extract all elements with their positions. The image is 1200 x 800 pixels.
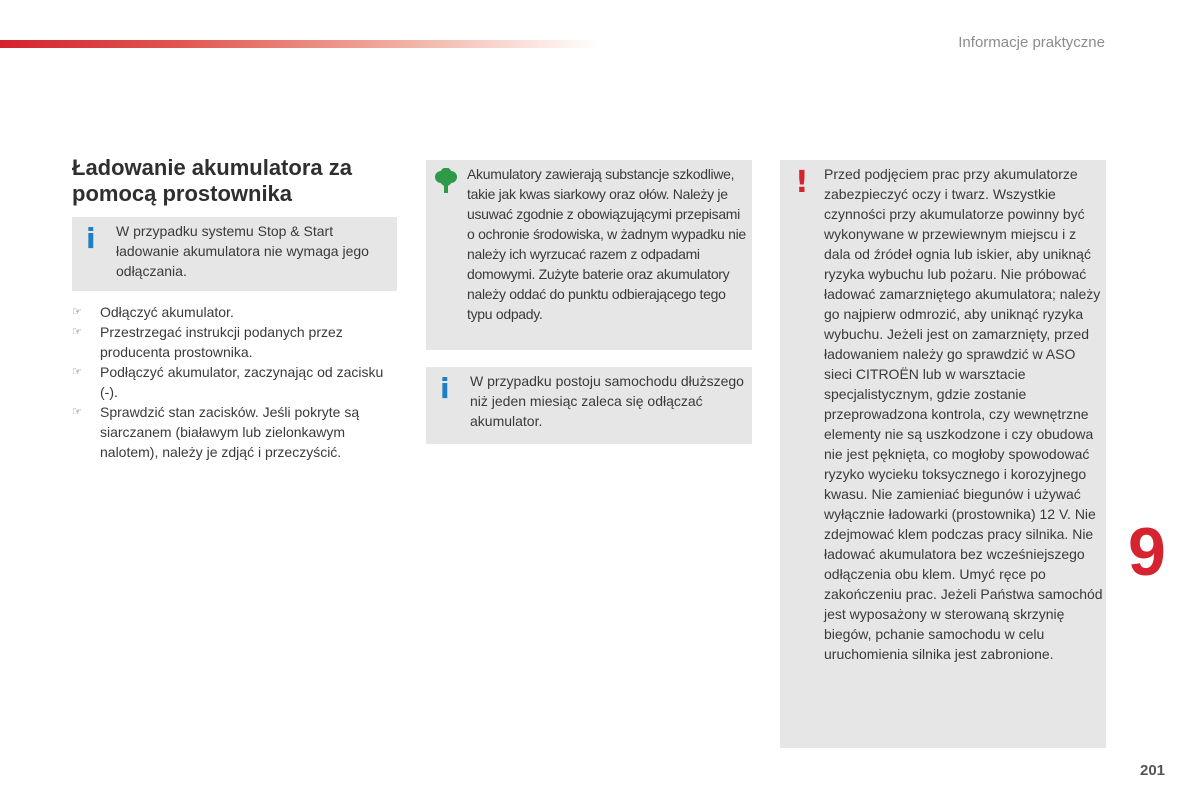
info-icon: i	[86, 222, 96, 255]
warning-note-text: Przed podjęciem prac przy akumulatorze zabezpieczyć oczy i twarz. Wszystkie czynności przy akumulatorze powinny być wykonywane w przewiewnym miejscu i z dala od źródeł ognia lub iskier, aby uniknąć ryzyka wybuchu lub pożaru. Nie próbować ładować zamarzniętego akumulatora; należy go najpierw odmrozić, aby uniknąć ryzyka wybuchu. Jeżeli jest on zamarznięty, przed ładowaniem należy go sprawdzić w ASO sieci CITROËN lub w warsztacie specjalistycznym, gdzie zostanie przeprowadzona kontrola, czy wewnętrzne elementy nie są uszkodzone i czy obudowa nie jest pęknięta, co mogłoby spowodować ryzyko wycieku toksycznego i korozyjnego kwasu. Nie zamieniać biegunów i używać wyłącznie ładowarki (prostownika) 12 V. Nie zdejmować klem podczas pracy silnika. Nie ładować akumulatora bez wcześniejszego odłączenia obu klem. Umyć ręce po zakończeniu prac. Jeżeli Państwa samochód jest wyposażony w sterowaną skrzynię biegów, pchanie samochodu w celu uruchomienia silnika jest zabronione.	[824, 166, 1103, 662]
info-note-text: W przypadku postoju samochodu dłuższego niż jeden miesiąc zaleca się odłączać akumulator.	[470, 373, 744, 429]
header-accent-bar	[0, 40, 600, 48]
list-item: ☞ Odłączyć akumulator.	[72, 304, 234, 320]
list-item: ☞ Przestrzegać instrukcji podanych przez producenta prostownika.	[72, 324, 343, 360]
environment-note	[426, 160, 752, 350]
environment-note-text: Akumulatory zawierają substancje szkodliwe, takie jak kwas siarkowy oraz ołów. Należy je usuwać zgodnie z obowiązującymi przepisami o ochronie środowiska, w żadnym wypadku nie należy ich wyrzucać razem z odpadami domowymi. Zużyte baterie oraz akumulatory należy oddać do punktu odbierającego tego typu odpady.	[467, 166, 746, 322]
exclamation-icon: !	[795, 165, 809, 200]
hand-pointer-icon: ☞	[72, 306, 82, 318]
hand-pointer-icon: ☞	[72, 406, 82, 418]
info-note-text: W przypadku systemu Stop & Start ładowanie akumulatora nie wymaga jego odłączania.	[116, 223, 369, 279]
chapter-number: 9	[1128, 514, 1166, 590]
page-number: 201	[1140, 762, 1166, 779]
info-icon: i	[440, 372, 450, 405]
section-title: Informacje praktyczne	[958, 34, 1105, 51]
list-item: ☞ Podłączyć akumulator, zaczynając od zacisku (-).	[72, 364, 384, 400]
tree-icon	[434, 168, 458, 194]
hand-pointer-icon: ☞	[72, 366, 82, 378]
hand-pointer-icon: ☞	[72, 326, 82, 338]
warning-note	[780, 160, 1106, 748]
list-item: ☞ Sprawdzić stan zacisków. Jeśli pokryte są siarczanem (białawym lub zielonkawym nalotem), należy je zdjąć i przeczyścić.	[72, 404, 360, 460]
steps-list	[72, 302, 397, 462]
info-note-parking	[426, 367, 752, 444]
page-heading: Ładowanie akumulatora za pomocą prostownika	[72, 155, 352, 206]
info-note-stop-start	[72, 217, 397, 291]
